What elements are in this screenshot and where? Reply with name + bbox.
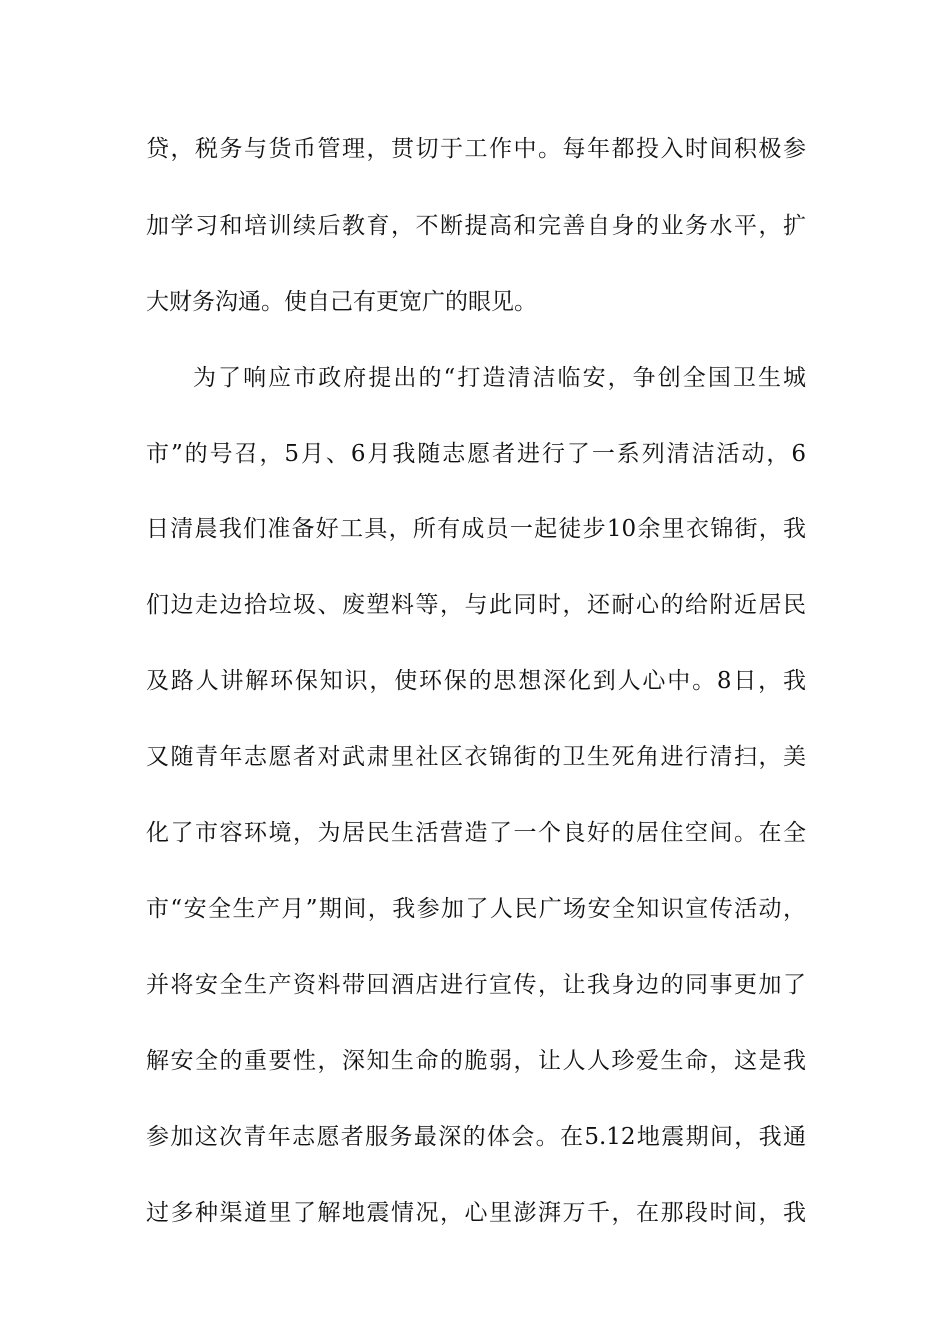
text-line-9: 又随青年志愿者对武肃里社区衣锦街的卫生死角进行清扫，美 [146,744,806,770]
text-line-7: 们边走边拾垃圾、废塑料等，与此同时，还耐心的给附近居民 [146,592,806,618]
text-line-2: 加学习和培训续后教育，不断提高和完善自身的业务水平，扩 [146,213,806,239]
text-line-13: 解安全的重要性，深知生命的脆弱，让人人珍爱生命，这是我 [146,1048,806,1074]
text-line-1: 贷，税务与货币管理，贯切于工作中。每年都投入时间积极参 [146,136,806,162]
text-line-15: 过多种渠道里了解地震情况，心里澎湃万千，在那段时间，我 [146,1200,806,1226]
text-line-10: 化了市容环境，为居民生活营造了一个良好的居住空间。在全 [146,820,806,846]
text-line-11: 市“安全生产月”期间，我参加了人民广场安全知识宣传活动， [146,896,806,922]
text-line-5: 市”的号召，5月、6月我随志愿者进行了一系列清洁活动，6 [146,441,806,467]
text-line-12: 并将安全生产资料带回酒店进行宣传，让我身边的同事更加了 [146,972,806,998]
text-line-3: 大财务沟通。使自己有更宽广的眼见。 [146,289,537,315]
text-line-4: 为了响应市政府提出的“打造清洁临安，争创全国卫生城 [193,365,806,391]
text-line-8: 及路人讲解环保知识，使环保的思想深化到人心中。8日，我 [146,668,806,694]
text-line-6: 日清晨我们准备好工具，所有成员一起徒步10余里衣锦街，我 [146,516,806,542]
text-line-14: 参加这次青年志愿者服务最深的体会。在5.12地震期间，我通 [146,1124,806,1150]
